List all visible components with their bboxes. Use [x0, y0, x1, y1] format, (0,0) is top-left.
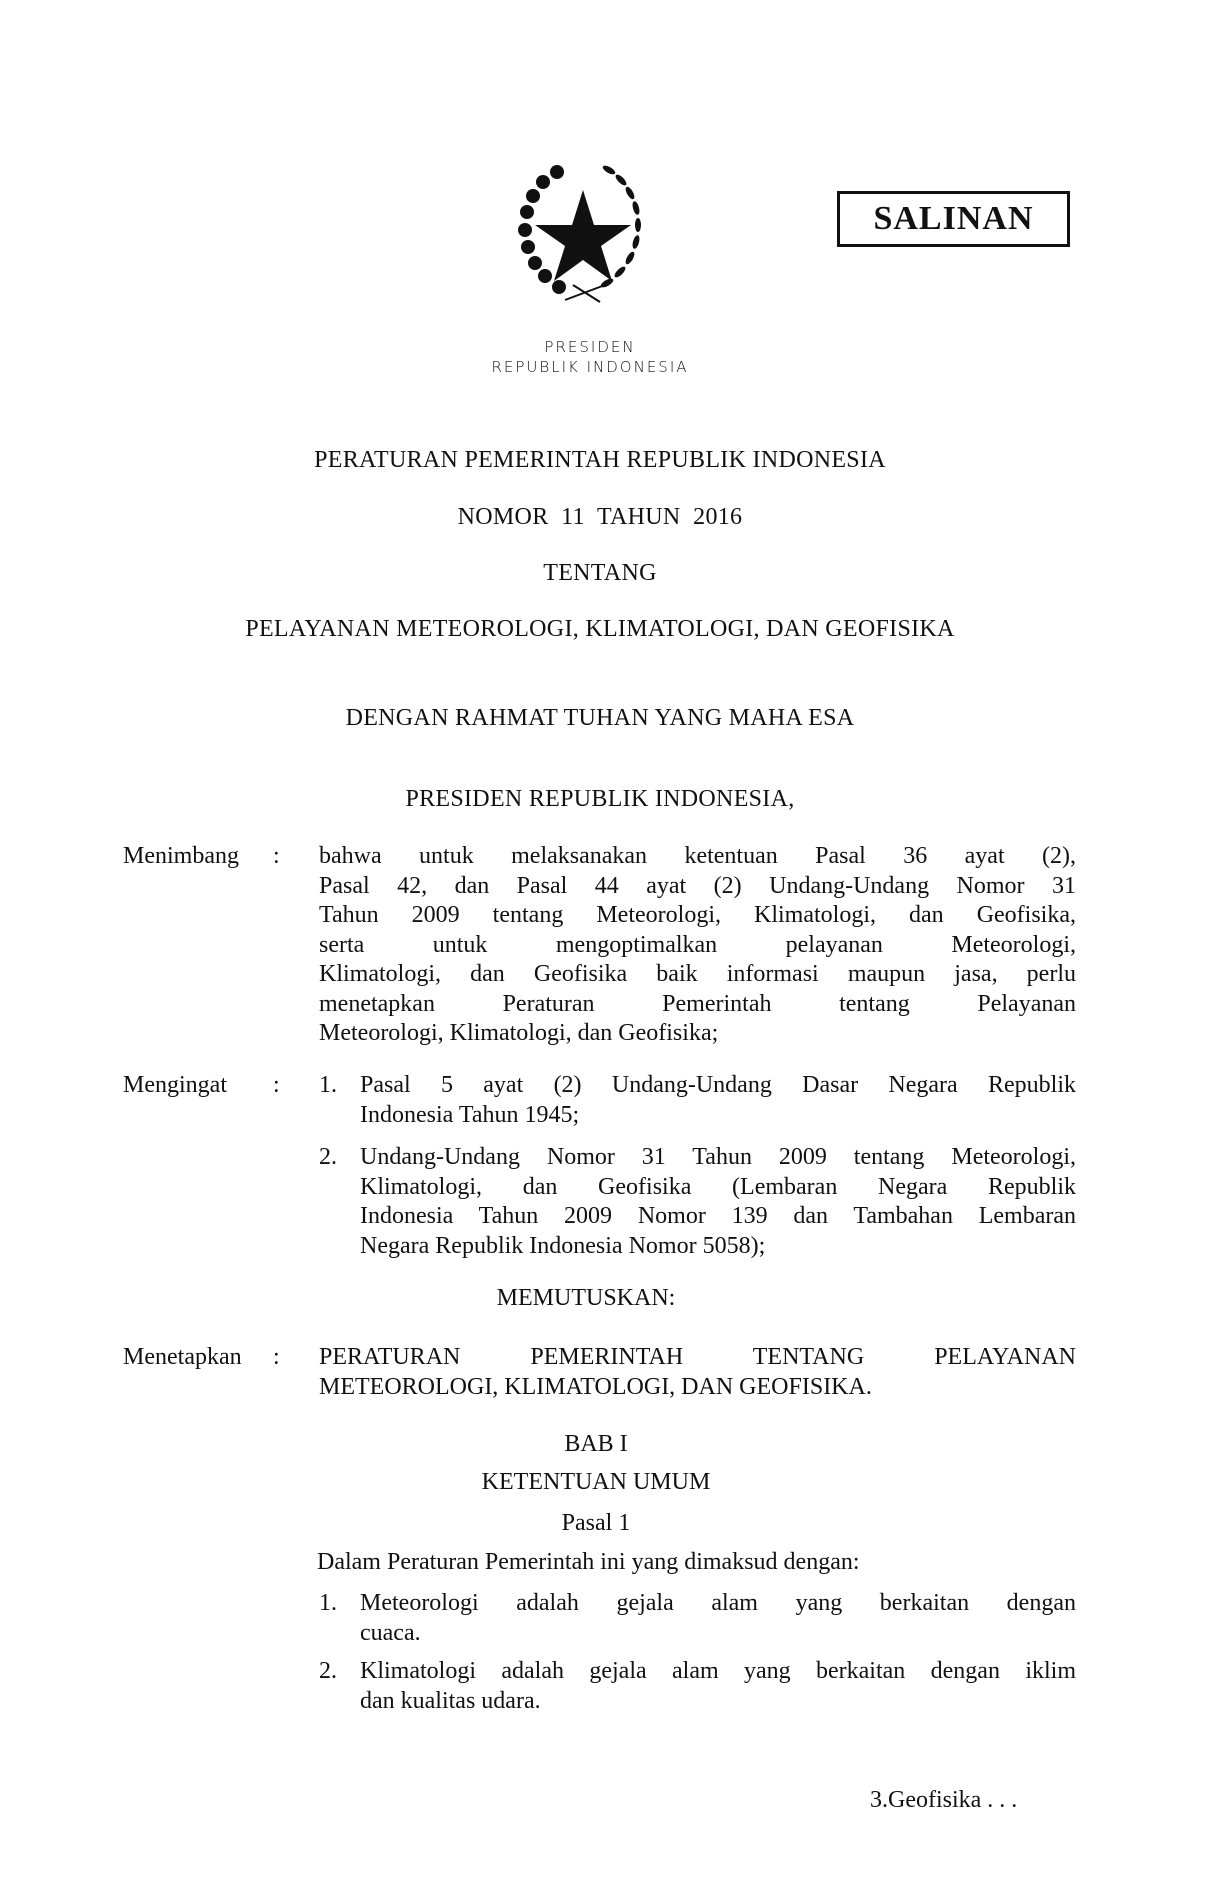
- regulation-number: NOMOR 11 TAHUN 2016: [457, 504, 743, 530]
- salinan-stamp: SALINAN: [837, 191, 1070, 247]
- mengingat-item-1: [360, 1071, 1076, 1130]
- text-line: Meteorologi, Klimatologi, dan Geofisika;: [319, 1020, 719, 1046]
- page-continuation: 3.Geofisika . . .: [870, 1787, 1018, 1813]
- regulation-subject: PELAYANAN METEOROLOGI, KLIMATOLOGI, DAN GEOFISIKA: [245, 616, 955, 642]
- text-line: Indonesia Tahun 1945;: [360, 1101, 580, 1128]
- menetapkan-text: [319, 1343, 1076, 1402]
- text-line: dan kualitas udara.: [360, 1687, 541, 1714]
- memutuskan-heading: MEMUTUSKAN:: [496, 1285, 676, 1311]
- menetapkan-label: Menetapkan: [123, 1344, 242, 1370]
- text-line: Undang-Undang Nomor 31 Tahun 2009 tentang Meteorologi,: [360, 1144, 1076, 1170]
- text-line: bahwa untuk melaksanakan ketentuan Pasal 36 ayat (2),: [319, 843, 1076, 869]
- regulation-title: PERATURAN PEMERINTAH REPUBLIK INDONESIA: [314, 447, 886, 473]
- definition-item-1: [360, 1589, 1076, 1648]
- invocation: DENGAN RAHMAT TUHAN YANG MAHA ESA: [345, 705, 855, 731]
- menimbang-label: Menimbang: [123, 843, 239, 869]
- text-line: cuaca.: [360, 1619, 421, 1646]
- presidential-emblem-icon: [495, 150, 670, 310]
- list-number: 2.: [319, 1144, 337, 1170]
- list-number: 1.: [319, 1590, 337, 1616]
- list-number: 1.: [319, 1072, 337, 1098]
- text-line: Tahun 2009 tentang Meteorologi, Klimatologi, dan Geofisika,: [319, 902, 1076, 928]
- enacting-authority: PRESIDEN REPUBLIK INDONESIA,: [405, 786, 795, 812]
- text-line: Pasal 5 ayat (2) Undang-Undang Dasar Negara Republik: [360, 1072, 1076, 1098]
- text-line: METEOROLOGI, KLIMATOLOGI, DAN GEOFISIKA.: [319, 1373, 872, 1400]
- text-line: Klimatologi, dan Geofisika (Lembaran Negara Republik: [360, 1173, 1076, 1200]
- office-line-2: REPUBLIK INDONESIA: [491, 358, 689, 376]
- text-line: Klimatologi, dan Geofisika baik informasi maupun jasa, perlu: [319, 961, 1076, 987]
- mengingat-label: Mengingat: [123, 1072, 227, 1098]
- pasal-heading: Pasal 1: [561, 1510, 631, 1536]
- text-line: serta untuk mengoptimalkan pelayanan Meteorologi,: [319, 931, 1076, 958]
- pasal-intro: Dalam Peraturan Pemerintah ini yang dimaksud dengan:: [317, 1549, 860, 1575]
- text-line: Meteorologi adalah gejala alam yang berkaitan dengan: [360, 1590, 1076, 1616]
- text-line: Pasal 42, dan Pasal 44 ayat (2) Undang-Undang Nomor 31: [319, 872, 1076, 899]
- text-line: Negara Republik Indonesia Nomor 5058);: [360, 1232, 766, 1259]
- mengingat-colon: :: [273, 1072, 280, 1098]
- text-line: Indonesia Tahun 2009 Nomor 139 dan Tambahan Lembaran: [360, 1203, 1076, 1229]
- mengingat-item-2: [360, 1143, 1076, 1261]
- list-number: 2.: [319, 1658, 337, 1684]
- tentang-heading: TENTANG: [543, 560, 657, 586]
- office-line-1: PRESIDEN: [544, 338, 636, 356]
- bab-number: BAB I: [564, 1431, 628, 1457]
- bab-title: KETENTUAN UMUM: [481, 1469, 711, 1495]
- text-line: PERATURAN PEMERINTAH TENTANG PELAYANAN: [319, 1344, 1076, 1370]
- definition-item-2: [360, 1657, 1076, 1716]
- menetapkan-colon: :: [273, 1344, 280, 1370]
- menimbang-text: [319, 842, 1076, 1049]
- text-line: Klimatologi adalah gejala alam yang berkaitan dengan iklim: [360, 1658, 1076, 1684]
- menimbang-colon: :: [273, 843, 280, 869]
- text-line: menetapkan Peraturan Pemerintah tentang Pelayanan: [319, 990, 1076, 1017]
